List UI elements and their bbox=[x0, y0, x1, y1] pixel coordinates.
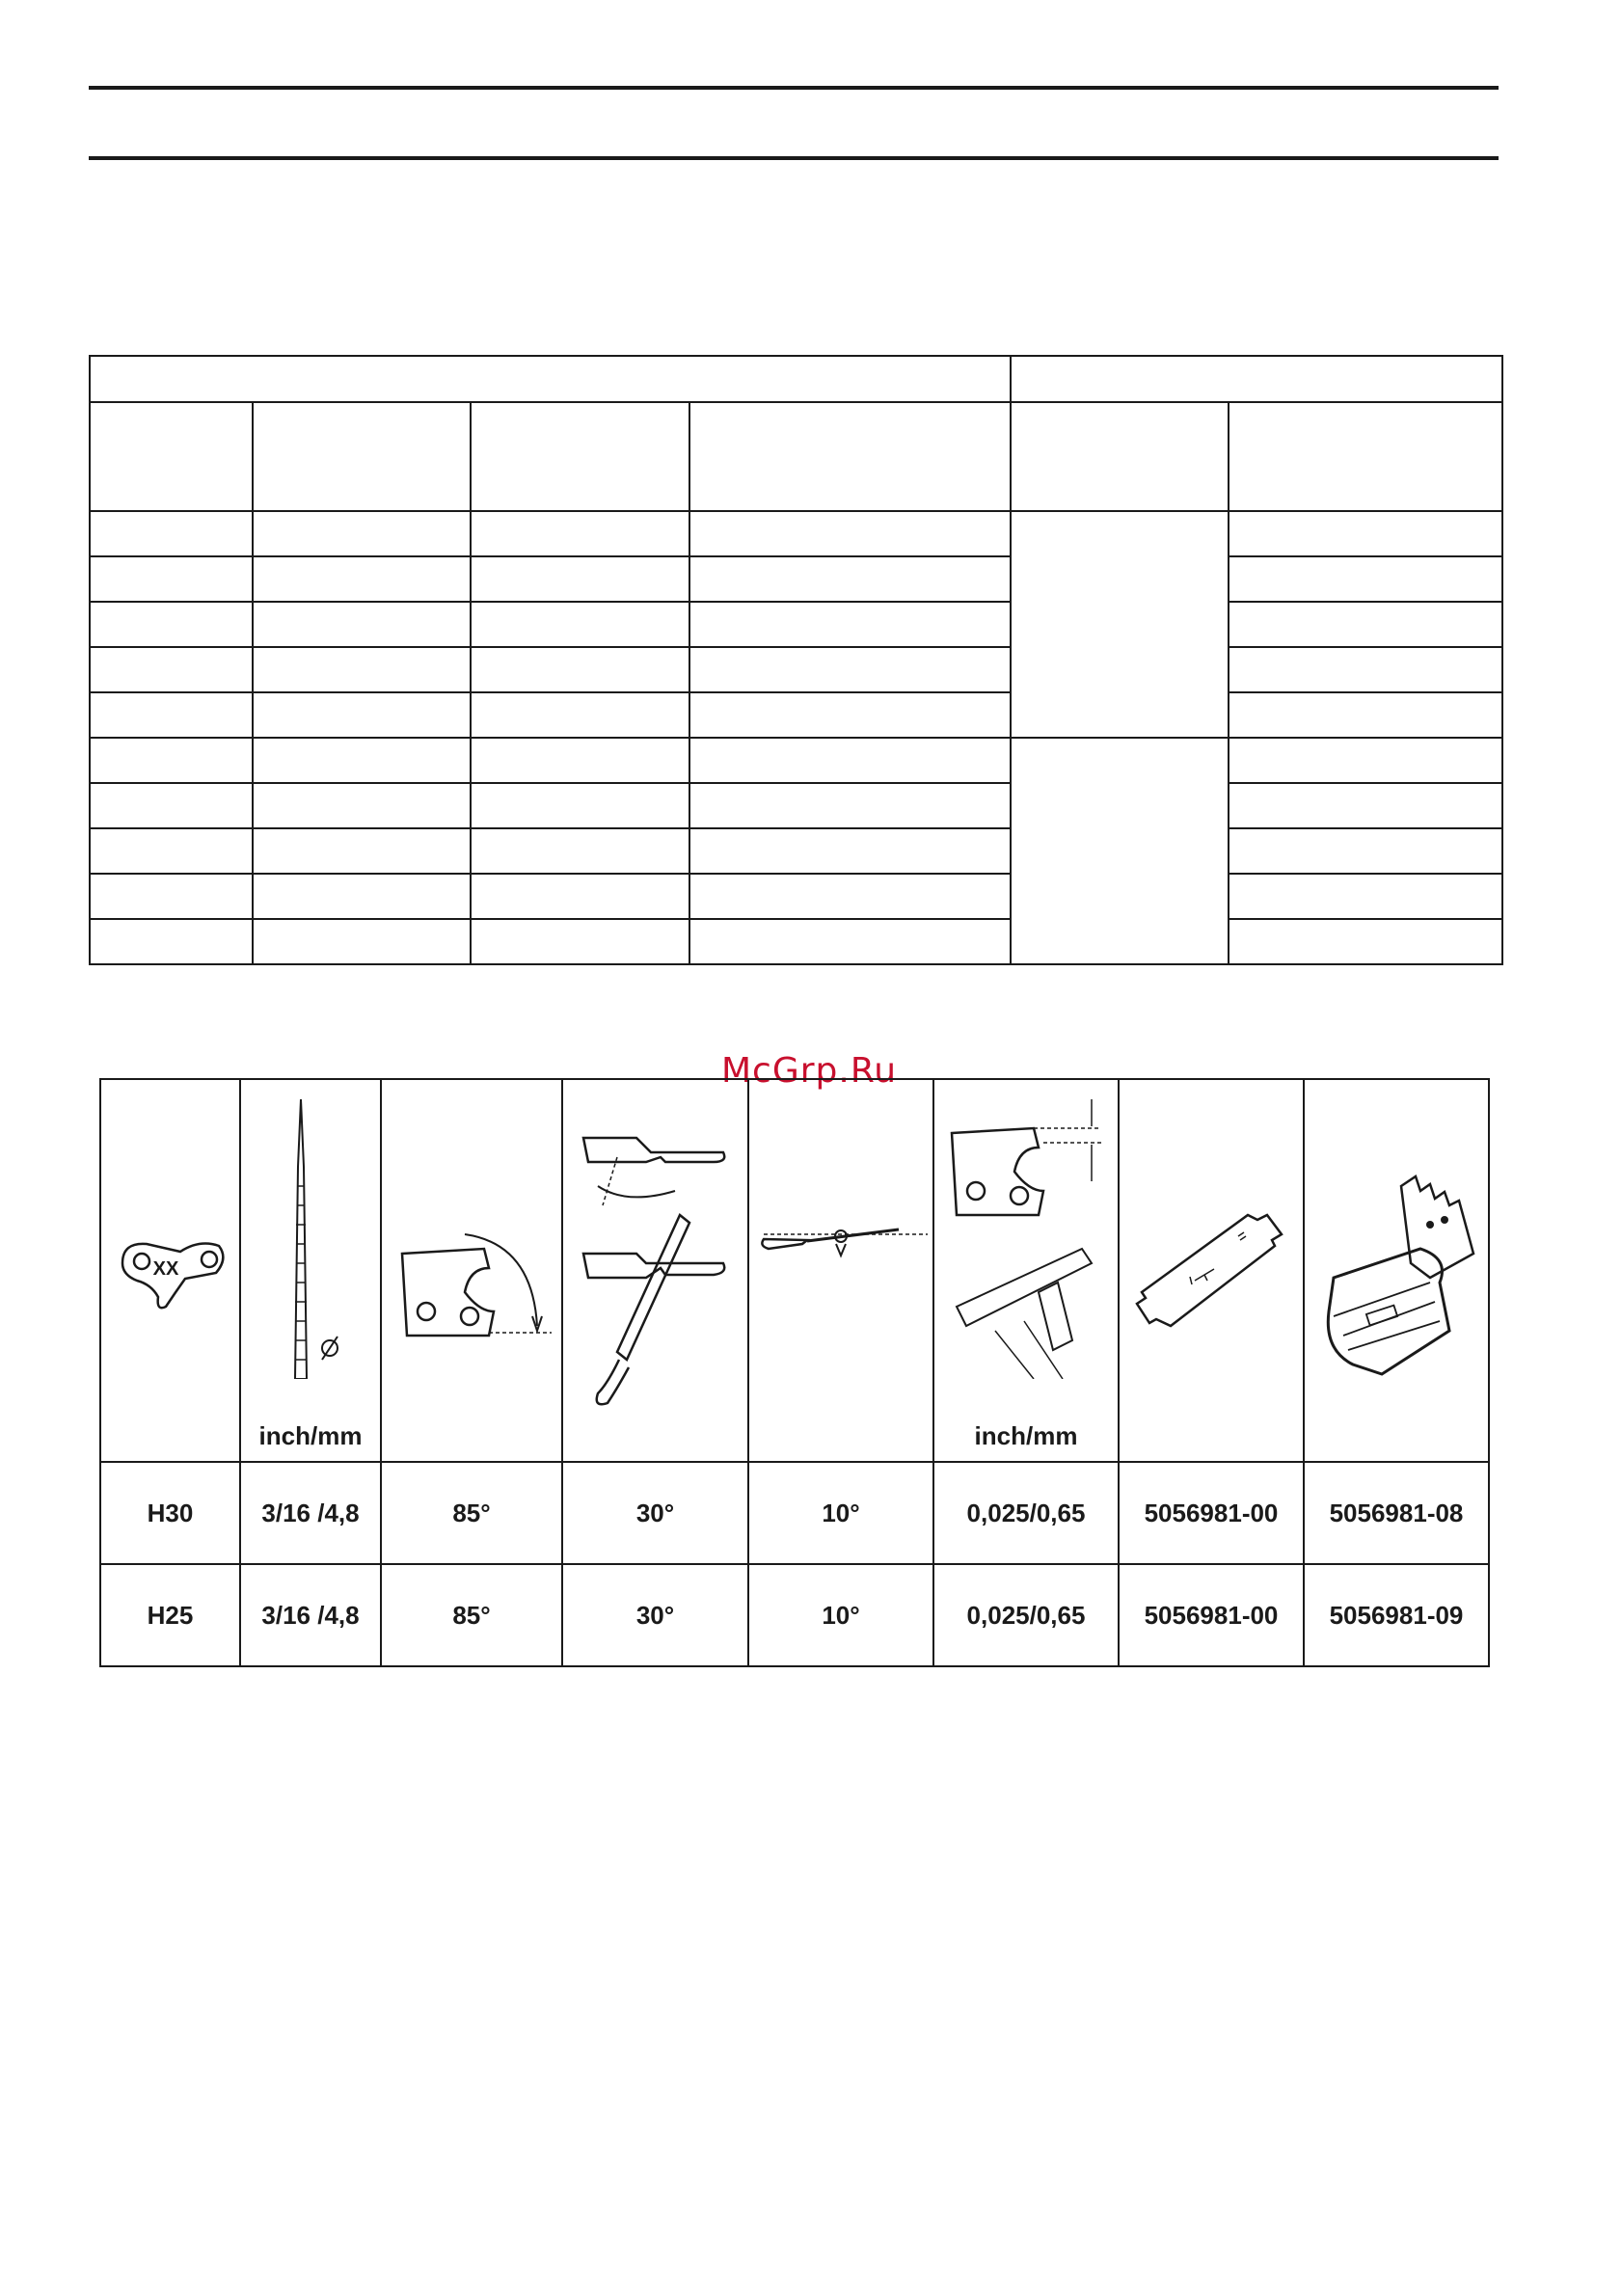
grid-col-header bbox=[1229, 402, 1502, 511]
depth-gauge-unit: inch/mm bbox=[974, 1421, 1078, 1450]
chain-cell: H25 bbox=[100, 1564, 240, 1666]
grid-col-header bbox=[90, 402, 253, 511]
upper-grid-table bbox=[89, 355, 1503, 965]
filing-angle-value: 30° bbox=[562, 1564, 748, 1666]
depth-gauge-value: 0,025/0,65 bbox=[933, 1564, 1119, 1666]
top-plate-angle-value: 85° bbox=[381, 1462, 562, 1564]
grid-col-header bbox=[253, 402, 471, 511]
grid-merged-cell bbox=[1011, 738, 1229, 964]
header-rule-bottom bbox=[89, 156, 1499, 160]
watermark: McGrp.Ru bbox=[721, 1051, 898, 1091]
top-plate-angle-value: 85° bbox=[381, 1564, 562, 1666]
grid-col-header bbox=[689, 402, 1011, 511]
file-diameter-unit: inch/mm bbox=[258, 1421, 363, 1450]
depth-gauge-value: 0,025/0,65 bbox=[933, 1462, 1119, 1564]
chain-spec-table bbox=[99, 1078, 1490, 1667]
file-gauge-value: 5056981-00 bbox=[1119, 1564, 1304, 1666]
spec-row bbox=[100, 1462, 1489, 1564]
round-file-icon bbox=[253, 1090, 368, 1379]
header-rule-top bbox=[89, 86, 1499, 90]
file-diameter-cell: 3/16 /4,8 bbox=[240, 1462, 381, 1564]
grid-merged-cell bbox=[1011, 511, 1229, 738]
depth-gauge-cell bbox=[933, 1079, 1119, 1462]
file-tilt-cell bbox=[748, 1079, 933, 1462]
filing-angle-value: 30° bbox=[562, 1462, 748, 1564]
drive-link-icon bbox=[108, 1215, 233, 1340]
file-cell bbox=[240, 1079, 381, 1462]
file-guide-value: 5056981-09 bbox=[1304, 1564, 1489, 1666]
drive-link-cell bbox=[100, 1079, 240, 1462]
svg-text:XX: XX bbox=[152, 1258, 178, 1280]
grid-group-header-right bbox=[1011, 356, 1502, 402]
file-diameter-cell: 3/16 /4,8 bbox=[240, 1564, 381, 1666]
chain-cell: H30 bbox=[100, 1462, 240, 1564]
file-tilt-value: 10° bbox=[748, 1564, 933, 1666]
file-gauge-value: 5056981-00 bbox=[1119, 1462, 1304, 1564]
depth-gauge-icon bbox=[937, 1090, 1116, 1379]
file-tilt-value: 10° bbox=[748, 1462, 933, 1564]
top-plate-angle-cell bbox=[381, 1079, 562, 1462]
file-guide-tool-icon bbox=[1305, 1167, 1488, 1418]
file-guide-cell bbox=[1304, 1079, 1489, 1462]
filing-angle-icon bbox=[569, 1119, 743, 1427]
filing-angle-cell bbox=[562, 1079, 748, 1462]
spec-row bbox=[100, 1564, 1489, 1666]
file-tilt-icon bbox=[754, 1186, 928, 1379]
grid-col-header bbox=[471, 402, 689, 511]
grid-col-header bbox=[1011, 402, 1229, 511]
file-gauge-cell bbox=[1119, 1079, 1304, 1462]
top-plate-angle-icon bbox=[388, 1196, 556, 1389]
file-gauge-tool-icon bbox=[1122, 1176, 1301, 1369]
file-guide-value: 5056981-08 bbox=[1304, 1462, 1489, 1564]
grid-group-header-left bbox=[90, 356, 1011, 402]
